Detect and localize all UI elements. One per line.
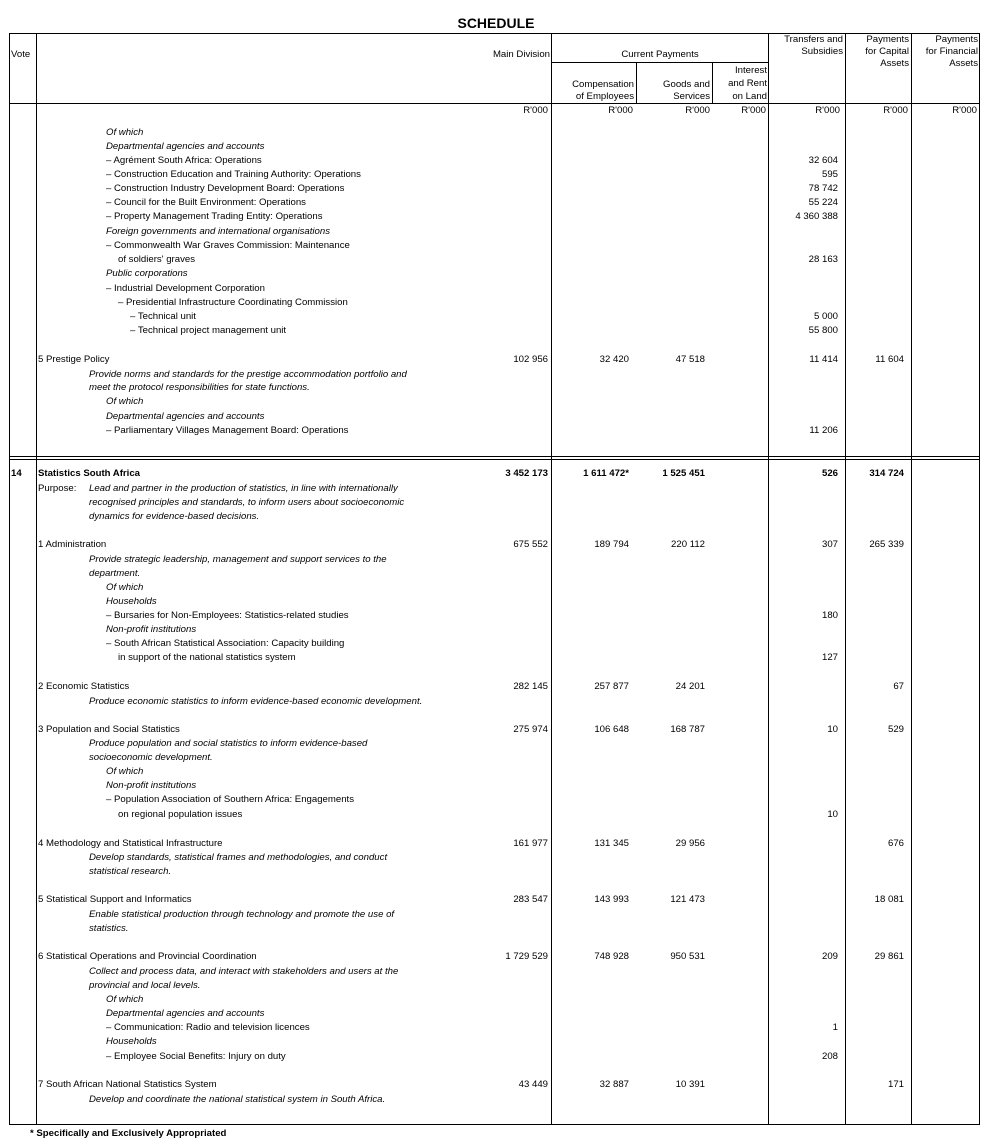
value-main: 3 452 173 (505, 468, 548, 479)
col-line-capital (911, 33, 912, 1125)
value-goods: 10 391 (675, 1079, 705, 1090)
row-label: – Technical project management unit (130, 325, 287, 336)
value-comp: 189 794 (594, 539, 629, 550)
value-main: 282 145 (513, 681, 548, 692)
row-label: – Industrial Development Corporation (106, 283, 265, 294)
row-label: 5 Statistical Support and Informatics (38, 894, 192, 905)
header-bottom-border (9, 103, 980, 104)
row-label: Enable statistical production through technology and promote the use of (89, 909, 395, 920)
row-label: Households (106, 1036, 157, 1047)
value-trans: 180 (821, 610, 838, 621)
header-current-payments: Current Payments (621, 49, 699, 60)
row-label: Collect and process data, and interact with stakeholders and users at the (89, 966, 399, 977)
value-goods: 1 525 451 (662, 468, 705, 479)
row-label: recognised principles and standards, to inform users about socioeconomic (89, 497, 405, 508)
header-vote: Vote (11, 49, 31, 60)
row-label: – Parliamentary Villages Management Board: Operations (106, 425, 349, 436)
row-label: 7 South African National Statistics System (38, 1079, 217, 1090)
footnote: * Specifically and Exclusively Appropriated (30, 1128, 227, 1139)
value-goods: 168 787 (670, 724, 705, 735)
header-compensation-l2: of Employees (575, 91, 634, 102)
value-trans: 55 224 (808, 197, 838, 208)
value-trans: 209 (821, 951, 838, 962)
header-capital-l1: Payments (866, 34, 909, 45)
value-comp: 143 993 (594, 894, 629, 905)
value-trans: 5 000 (813, 311, 838, 322)
unit-capital: R'000 (883, 105, 908, 116)
value-comp: 748 928 (594, 951, 629, 962)
row-label: Provide strategic leadership, management and support services to the (89, 554, 387, 565)
value-cap: 171 (887, 1079, 904, 1090)
row-label: – Communication: Radio and television licences (106, 1022, 310, 1033)
value-trans: 11 206 (809, 425, 838, 436)
value-goods: 24 201 (675, 681, 705, 692)
row-label: – Construction Industry Development Board: Operations (106, 183, 345, 194)
header-financial-l1: Payments (935, 34, 978, 45)
row-label: 5 Prestige Policy (38, 354, 110, 365)
value-cap: 529 (887, 724, 904, 735)
value-trans: 307 (821, 539, 838, 550)
value-trans: 208 (821, 1051, 838, 1062)
col-line-vote (36, 33, 37, 1125)
value-cap: 18 081 (874, 894, 904, 905)
unit-comp: R'000 (608, 105, 633, 116)
row-label: 4 Methodology and Statistical Infrastructure (38, 838, 223, 849)
header-transfers-l1: Transfers and (784, 34, 843, 45)
value-trans: 4 360 388 (795, 211, 838, 222)
value-comp: 32 887 (599, 1079, 629, 1090)
row-label: Departmental agencies and accounts (106, 141, 265, 152)
col-line-left (9, 33, 10, 1125)
unit-main: R'000 (523, 105, 548, 116)
row-label: – Presidential Infrastructure Coordinating Commission (118, 297, 348, 308)
value-cap: 67 (893, 681, 904, 692)
row-label: Foreign governments and international organisations (106, 226, 330, 237)
value-goods: 950 531 (670, 951, 705, 962)
value-trans: 55 800 (808, 325, 838, 336)
header-compensation-l1: Compensation (572, 79, 634, 90)
value-comp: 1 611 472* (583, 468, 629, 479)
row-label: – Population Association of Southern Africa: Engagements (106, 794, 354, 805)
table-bottom-border (9, 1124, 980, 1125)
value-main: 283 547 (513, 894, 548, 905)
row-label: statistics. (89, 923, 129, 934)
value-trans: 127 (821, 652, 838, 663)
unit-goods: R'000 (685, 105, 710, 116)
value-goods: 220 112 (671, 539, 705, 550)
row-label: dynamics for evidence-based decisions. (89, 511, 260, 522)
row-label: Produce population and social statistics to inform evidence-based (89, 738, 368, 749)
row-label: – Technical unit (130, 311, 196, 322)
row-label: – Bursaries for Non-Employees: Statistics-related studies (106, 610, 349, 621)
value-goods: 47 518 (675, 354, 705, 365)
row-label: Of which (106, 582, 144, 593)
header-goods-l1: Goods and (663, 79, 710, 90)
header-financial-l3: Assets (949, 58, 978, 69)
row-label: in support of the national statistics system (118, 652, 296, 663)
value-comp: 131 345 (594, 838, 629, 849)
header-capital-l2: for Capital (865, 46, 909, 57)
value-main: 102 956 (513, 354, 548, 365)
row-label: Departmental agencies and accounts (106, 1008, 265, 1019)
row-label: – Council for the Built Environment: Operations (106, 197, 306, 208)
value-trans: 595 (821, 169, 838, 180)
value-cap: 676 (887, 838, 904, 849)
row-label: statistical research. (89, 866, 172, 877)
current-payments-underline (552, 62, 768, 63)
row-label: – Agrément South Africa: Operations (106, 155, 262, 166)
value-trans: 10 (827, 724, 838, 735)
row-label: Statistics South Africa (38, 468, 140, 479)
value-main: 1 729 529 (505, 951, 548, 962)
row-label: Non-profit institutions (106, 624, 197, 635)
unit-transfers: R'000 (815, 105, 840, 116)
value-comp: 106 648 (594, 724, 629, 735)
row-label: 2 Economic Statistics (38, 681, 130, 692)
value-goods: 121 473 (670, 894, 705, 905)
row-label: provincial and local levels. (89, 980, 201, 991)
row-label: Departmental agencies and accounts (106, 411, 265, 422)
value-trans: 1 (832, 1022, 838, 1033)
row-label: department. (89, 568, 141, 579)
value-trans: 10 (827, 809, 838, 820)
header-interest-l3: on Land (732, 91, 767, 102)
row-label: of soldiers' graves (118, 254, 196, 265)
row-label: Households (106, 596, 157, 607)
row-label: – Property Management Trading Entity: Operations (106, 211, 323, 222)
value-trans: 28 163 (808, 254, 838, 265)
row-label: – Commonwealth War Graves Commission: Maintenance (106, 240, 350, 251)
value-main: 161 977 (513, 838, 548, 849)
unit-financial: R'000 (952, 105, 977, 116)
value-trans: 526 (821, 468, 838, 479)
row-label: Of which (106, 994, 144, 1005)
row-label: Develop and coordinate the national statistical system in South Africa. (89, 1094, 386, 1105)
row-label: – Employee Social Benefits: Injury on duty (106, 1051, 286, 1062)
header-transfers-l2: Subsidies (801, 46, 843, 57)
col-line-right (979, 33, 980, 1125)
row-label: Provide norms and standards for the prestige accommodation portfolio and (89, 369, 407, 380)
row-label: socioeconomic development. (89, 752, 213, 763)
value-cap: 265 339 (869, 539, 904, 550)
row-label: Of which (106, 396, 144, 407)
vote-number: 14 (11, 468, 22, 479)
row-label: Purpose: (38, 483, 77, 494)
value-main: 43 449 (518, 1079, 548, 1090)
row-label: Public corporations (106, 268, 188, 279)
row-label: Of which (106, 766, 144, 777)
value-trans: 78 742 (808, 183, 838, 194)
row-label: 1 Administration (38, 539, 107, 550)
row-label: 3 Population and Social Statistics (38, 724, 180, 735)
value-cap: 314 724 (869, 468, 904, 479)
value-comp: 32 420 (599, 354, 629, 365)
row-label: meet the protocol responsibilities for state functions. (89, 382, 310, 393)
value-cap: 29 861 (874, 951, 904, 962)
value-cap: 11 604 (875, 354, 904, 365)
value-main: 275 974 (513, 724, 548, 735)
row-label: – Construction Education and Training Authority: Operations (106, 169, 361, 180)
row-label: – South African Statistical Association: Capacity building (106, 638, 345, 649)
value-trans: 32 604 (808, 155, 838, 166)
row-label: 6 Statistical Operations and Provincial Coordination (38, 951, 257, 962)
row-label: on regional population issues (118, 809, 243, 820)
header-capital-l3: Assets (880, 58, 909, 69)
header-interest-l1: Interest (735, 65, 767, 76)
row-label: Produce economic statistics to inform evidence-based economic development. (89, 696, 423, 707)
value-main: 675 552 (513, 539, 548, 550)
vote-separator-bottom (9, 459, 980, 460)
header-financial-l2: for Financial (925, 46, 978, 57)
row-label: Lead and partner in the production of statistics, in line with internationally (89, 483, 398, 494)
row-label: Of which (106, 127, 144, 138)
value-goods: 29 956 (675, 838, 705, 849)
row-label: Develop standards, statistical frames and methodologies, and conduct (89, 852, 388, 863)
vote-separator-top (9, 456, 980, 457)
unit-interest: R'000 (741, 105, 766, 116)
header-goods-l2: Services (673, 91, 710, 102)
page-title: SCHEDULE (457, 15, 535, 31)
value-trans: 11 414 (809, 354, 838, 365)
row-label: Non-profit institutions (106, 780, 197, 791)
value-comp: 257 877 (594, 681, 629, 692)
header-interest-l2: and Rent (728, 78, 767, 89)
header-main-division: Main Division (492, 49, 550, 60)
